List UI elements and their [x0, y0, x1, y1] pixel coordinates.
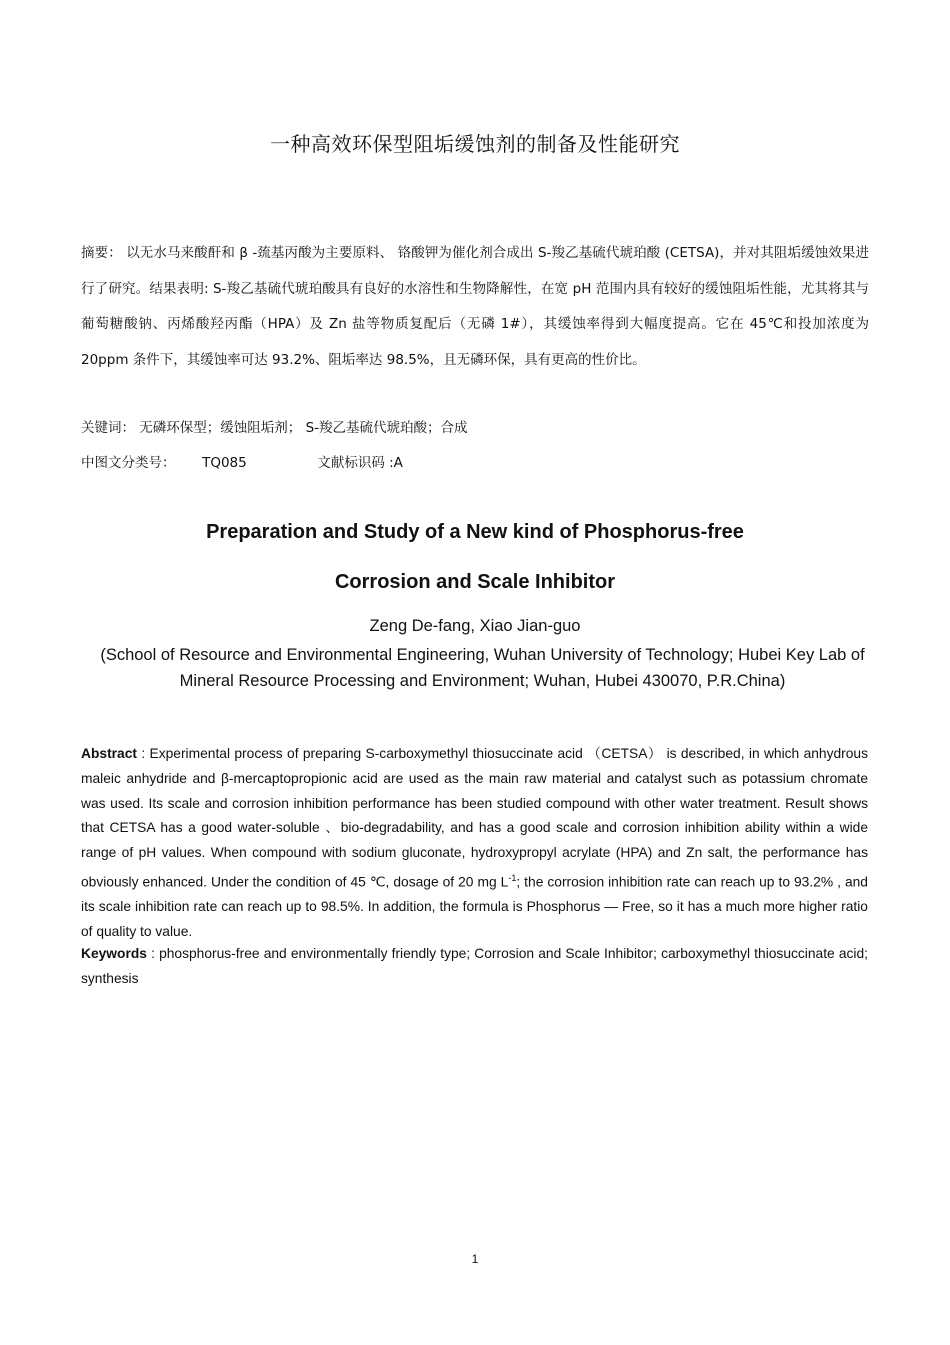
authors: Zeng De-fang, Xiao Jian-guo [369, 617, 581, 635]
affiliation: (School of Resource and Environmental Engineering, Wuhan University of Technology; Hubei Key Lab of Mineral Resource Processing and Environment; Wuhan, Hubei 430070, P.R.China) [100, 646, 865, 690]
chinese-keywords [81, 416, 869, 436]
classification-line [81, 451, 869, 471]
english-title-line-1: Preparation and Study of a New kind of Phosphorus-free [206, 521, 744, 543]
english-abstract-text-2: ; the corrosion inhibition rate can reach up to 93.2% , and its scale inhibition rate can reach up to 98.5%. In addition, the formula is Phosphorus — Free, so it has a much more higher ratio of quality to value. [81, 874, 868, 940]
english-keywords-label: Keywords [81, 946, 147, 961]
doc-code-label: 文献标识码 [317, 455, 385, 471]
doc-code-value: :A [389, 455, 403, 471]
english-abstract: Abstract : Experimental process of preparing S-carboxymethyl thiosuccinate acid （CETSA） is described, in which anhydrous maleic anhydride and β-mercaptopropionic acid are used as the main raw material and catalyst such as potassium chromate was used. Its scale and corrosion inhibition performance has been studied compound with other water treatment. Result shows that CETSA has a good water-soluble 、bio-degradability, and has a good scale and corrosion inhibition ability within a wide range of pH values. When compound with sodium gluconate, hydroxypropyl acrylate (HPA) and Zn salt, the performance has obviously enhanced. Under the condition of 45 ℃, dosage of 20 mg $L^{-1}$; the corrosion inhibition rate can reach up to 93.2% , and its scale inhibition rate can reach up to 98.5%. In addition, the formula is Phosphorus — Free, so it has a much more higher ratio of quality to value. [81, 746, 869, 940]
chinese-abstract-label: 摘要： [81, 245, 122, 261]
chinese-keywords-text: 无磷环保型；缓蚀阻垢剂； S-羧乙基硫代琥珀酸；合成 [139, 420, 468, 436]
clc-value: TQ085 [202, 455, 247, 471]
chinese-abstract [81, 236, 869, 378]
chinese-keywords-label: 关键词： [81, 420, 135, 436]
chinese-title: 一种高效环保型阻垢缓蚀剂的制备及性能研究 [270, 132, 680, 156]
english-abstract-label: Abstract [81, 746, 137, 761]
page-number: 1 [471, 1252, 479, 1266]
chinese-abstract-text: 以无水马来酸酐和 β -巯基丙酸为主要原料、 铬酸钾为催化剂合成出 S-羧乙基硫代琥珀酸 (CETSA)，并对其阻垢缓蚀效果进行了研究。结果表明: S-羧乙基硫代琥珀酸具有良好的水溶性和生物降解性，在宽 pH 范围内具有较好的缓蚀阻垢性能，尤其将其与葡萄糖酸钠、丙烯酸羟丙酯（HPA）及 Zn 盐等物质复配后（无磷 1#），其缓蚀率得到大幅度提高。它在 45℃和投加浓度为 20ppm 条件下，其缓蚀率可达 93.2%、阻垢率达 98.5%，且无磷环保，具有更高的性价比。 [81, 245, 869, 368]
clc-label: 中图文分类号： [81, 455, 176, 471]
english-keywords-text: phosphorus-free and environmentally friendly type; Corrosion and Scale Inhibitor; carboxymethyl thiosuccinate acid; synthesis [81, 946, 868, 986]
english-abstract-text-1: Experimental process of preparing S-carboxymethyl thiosuccinate acid （CETSA） is described, in which anhydrous maleic anhydride and β-mercaptopropionic acid are used as the main raw material and catalyst such as potassium chromate was used. Its scale and corrosion inhibition performance has been studied compound with other water treatment. Result shows that CETSA has a good water-soluble 、bio-degradability, and has a good scale and corrosion inhibition ability within a wide range of pH values. When compound with sodium gluconate, hydroxypropyl acrylate (HPA) and Zn salt, the performance has obviously enhanced. Under the condition of 45 ℃, dosage of 20 mg L [81, 746, 869, 890]
english-abstract-superscript: -1 [508, 872, 517, 883]
english-title-line-2: Corrosion and Scale Inhibitor [334, 571, 616, 593]
english-keywords: Keywords : phosphorus-free and environmentally friendly type; Corrosion and Scale Inhibitor; carboxymethyl thiosuccinate acid; synthesis [81, 946, 868, 986]
